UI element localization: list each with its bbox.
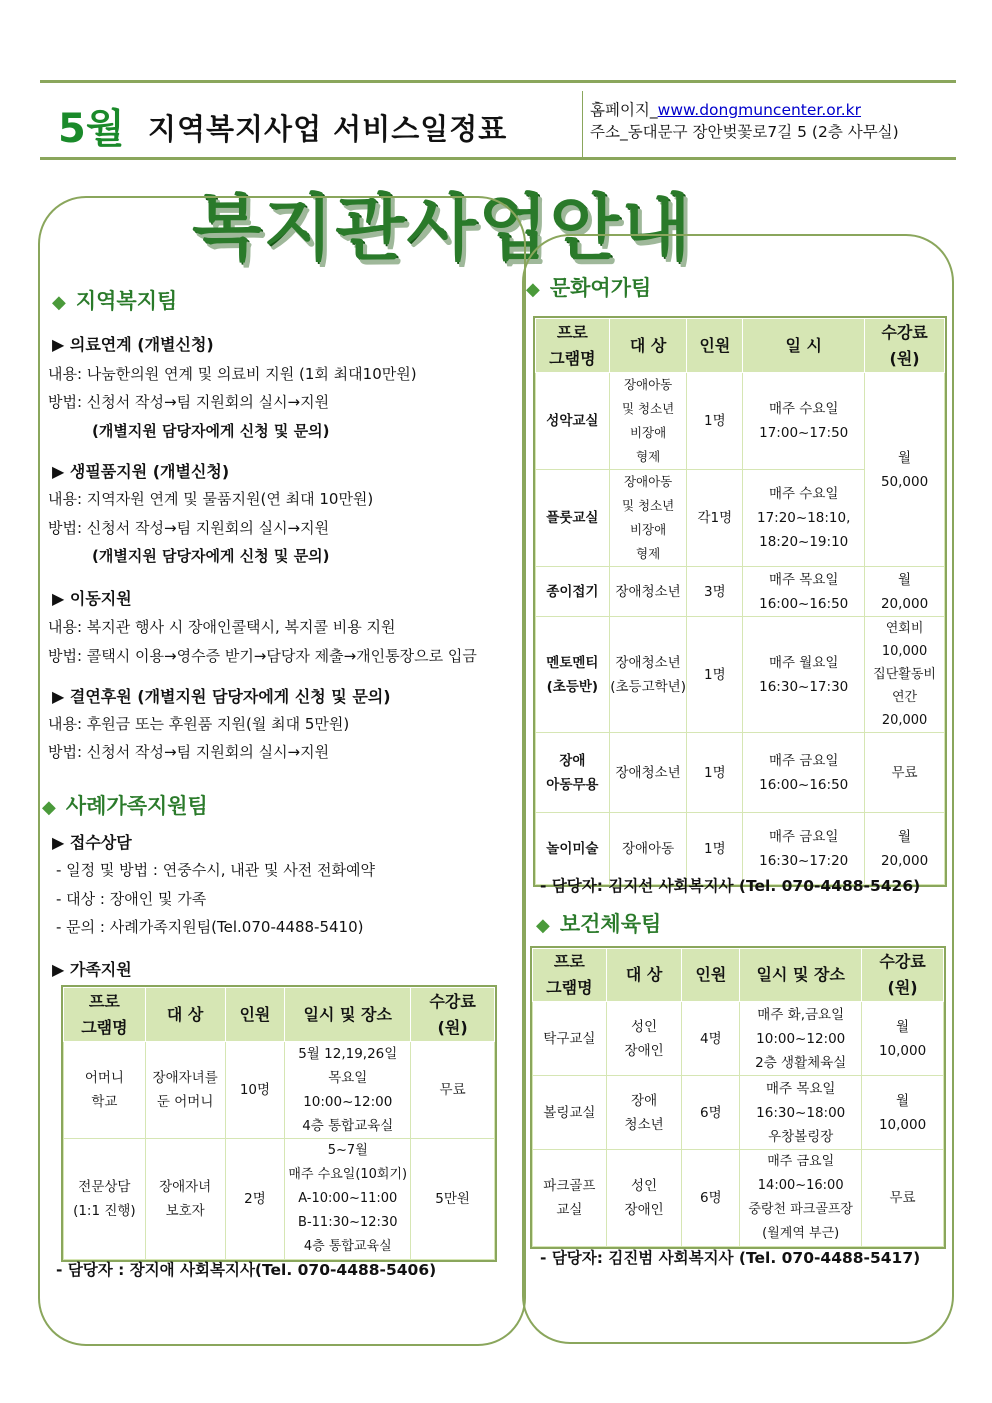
column-header: 프로 그램명 — [536, 319, 610, 373]
homepage-link[interactable]: www.dongmuncenter.or.kr — [657, 101, 862, 119]
column-header: 인원 — [682, 949, 740, 1002]
item-line: 내용: 복지관 행사 시 장애인콜택시, 복지콜 비용 지원 — [48, 618, 396, 636]
item-line: 내용: 나눔한의원 연계 및 의료비 지원 (1회 최대10만원) — [48, 365, 417, 383]
table-cell: 3명 — [687, 567, 743, 617]
table-cell: 장애자녀를 둔 어머니 — [145, 1042, 225, 1139]
table-cell: 매주 화,금요일 10:00~12:00 2층 생활체육실 — [740, 1002, 862, 1076]
header-info — [590, 99, 899, 143]
table-cell: 매주 금요일 16:00~16:50 — [743, 733, 865, 813]
culture-table — [535, 318, 945, 885]
item-head: ▶ 의료연계 (개별신청) — [52, 335, 214, 354]
diamond-icon: ◆ — [52, 292, 66, 313]
table-cell: 매주 목요일 16:00~16:50 — [743, 567, 865, 617]
table-cell: 매주 월요일 16:30~17:30 — [743, 617, 865, 733]
culture-team-contact: - 담당자: 김지선 사회복지사 (Tel. 070-4488-5426) — [540, 877, 921, 895]
table-cell: 월 20,000 — [865, 567, 945, 617]
table-cell: 어머니 학교 — [64, 1042, 146, 1139]
table-cell: 장애아동 및 청소년 비장애 형제 — [609, 470, 687, 567]
column-header: 인원 — [225, 988, 285, 1042]
banner-title: 복지관사업안내 — [192, 186, 693, 270]
table-cell: 무료 — [411, 1042, 495, 1139]
item-line: 방법: 신청서 작성→팀 지원회의 실시→지원 — [48, 519, 330, 537]
item-line: 방법: 신청서 작성→팀 지원회의 실시→지원 — [48, 743, 330, 761]
item-head: ▶ 결연후원 (개별지원 담당자에게 신청 및 문의) — [52, 687, 391, 706]
table-cell: 1명 — [687, 813, 743, 885]
column-header: 수강료 (원) — [862, 949, 944, 1002]
table-cell: 월 50,000 — [865, 373, 945, 567]
table-cell: 6명 — [682, 1076, 740, 1150]
health-table — [532, 948, 944, 1247]
table-cell: 탁구교실 — [533, 1002, 607, 1076]
section-title-culture: ◆ 문화여가팀 — [526, 276, 652, 300]
table-cell: 5~7월 매주 수요일(10회기) A-10:00~11:00 B-11:30~12:30 4층 통합교육실 — [285, 1139, 411, 1260]
column-header: 인원 — [687, 319, 743, 373]
table-cell: 전문상담 (1:1 진행) — [64, 1139, 146, 1260]
column-header: 수강료 (원) — [865, 319, 945, 373]
table-cell: 장애청소년 — [609, 733, 687, 813]
table-cell: 월 10,000 — [862, 1076, 944, 1150]
item-line: (개별지원 담당자에게 신청 및 문의) — [92, 422, 330, 440]
table-row — [64, 1042, 495, 1139]
table-header-row — [536, 319, 945, 373]
header-divider — [582, 91, 583, 157]
table-row — [533, 1150, 944, 1247]
table-cell: 장애청소년 (초등고학년) — [609, 617, 687, 733]
column-header: 대 상 — [145, 988, 225, 1042]
table-cell: 장애 청소년 — [606, 1076, 682, 1150]
diamond-icon: ◆ — [42, 797, 56, 818]
table-cell: 매주 금요일 16:30~17:20 — [743, 813, 865, 885]
column-header: 일시 및 장소 — [285, 988, 411, 1042]
table-cell: 매주 금요일 14:00~16:00 중랑천 파크골프장 (월계역 부근) — [740, 1150, 862, 1247]
table-row — [533, 1076, 944, 1150]
section-title-family: ◆ 사례가족지원팀 — [42, 794, 208, 818]
table-cell: 무료 — [862, 1150, 944, 1247]
intake-head: ▶ 접수상담 — [52, 833, 132, 852]
table-cell: 장애아동 및 청소년 비장애 형제 — [609, 373, 687, 470]
column-header: 프로 그램명 — [533, 949, 607, 1002]
table-cell: 플룻교실 — [536, 470, 610, 567]
item-head: ▶ 이동지원 — [52, 589, 132, 608]
month-label: 5월 — [58, 106, 125, 152]
table-cell: 매주 목요일 16:30~18:00 우창볼링장 — [740, 1076, 862, 1150]
family-table — [63, 987, 495, 1260]
table-cell: 5월 12,19,26일 목요일 10:00~12:00 4층 통합교육실 — [285, 1042, 411, 1139]
health-team-contact: - 담당자: 김진범 사회복지사 (Tel. 070-4488-5417) — [540, 1249, 921, 1267]
table-cell: 성인 장애인 — [606, 1002, 682, 1076]
family-support-head: ▶ 가족지원 — [52, 960, 132, 979]
table-cell: 성악교실 — [536, 373, 610, 470]
table-cell: 4명 — [682, 1002, 740, 1076]
section-title-health: ◆ 보건체육팀 — [536, 912, 662, 936]
table-cell: 1명 — [687, 733, 743, 813]
table-row — [64, 1139, 495, 1260]
intake-line: - 문의 : 사례가족지원팀(Tel.070-4488-5410) — [56, 918, 364, 936]
table-cell: 1명 — [687, 617, 743, 733]
table-cell: 5만원 — [411, 1139, 495, 1260]
item-head: ▶ 생필품지원 (개별신청) — [52, 462, 230, 481]
table-cell: 장애아동 — [609, 813, 687, 885]
column-header: 대 상 — [609, 319, 687, 373]
table-cell: 장애자녀 보호자 — [145, 1139, 225, 1260]
table-cell: 무료 — [865, 733, 945, 813]
table-cell: 6명 — [682, 1150, 740, 1247]
table-header-row — [533, 949, 944, 1002]
table-cell: 1명 — [687, 373, 743, 470]
table-cell: 2명 — [225, 1139, 285, 1260]
table-row — [536, 617, 945, 733]
item-line: 방법: 콜택시 이용→영수증 받기→담당자 제출→개인통장으로 입금 — [48, 647, 477, 665]
table-cell: 성인 장애인 — [606, 1150, 682, 1247]
table-cell: 종이접기 — [536, 567, 610, 617]
table-row — [536, 733, 945, 813]
section-title-welfare: ◆ 지역복지팀 — [52, 289, 178, 313]
intake-line: - 일정 및 방법 : 연중수시, 내관 및 사전 전화예약 — [56, 861, 375, 879]
table-cell: 파크골프 교실 — [533, 1150, 607, 1247]
homepage-label: 홈페이지_ — [590, 101, 658, 119]
page-header — [40, 80, 956, 160]
table-cell: 연회비 10,000 집단활동비 연간 20,000 — [865, 617, 945, 733]
item-line: (개별지원 담당자에게 신청 및 문의) — [92, 547, 330, 565]
column-header: 수강료 (원) — [411, 988, 495, 1042]
table-row — [533, 1002, 944, 1076]
table-header-row — [64, 988, 495, 1042]
column-header: 일 시 — [743, 319, 865, 373]
table-cell: 볼링교실 — [533, 1076, 607, 1150]
table-cell: 장애 아동무용 — [536, 733, 610, 813]
diamond-icon: ◆ — [536, 915, 550, 936]
table-cell: 멘토멘티 (초등반) — [536, 617, 610, 733]
column-header: 대 상 — [606, 949, 682, 1002]
table-row — [536, 567, 945, 617]
page-title: 지역복지사업 서비스일정표 — [148, 112, 508, 146]
table-cell: 각1명 — [687, 470, 743, 567]
item-line: 내용: 지역자원 연계 및 물품지원(연 최대 10만원) — [48, 490, 374, 508]
address-text: 주소_동대문구 장안벚꽃로7길 5 (2층 사무실) — [590, 123, 899, 141]
table-cell: 놀이미술 — [536, 813, 610, 885]
table-cell: 월 20,000 — [865, 813, 945, 885]
table-row — [536, 373, 945, 470]
table-cell: 매주 수요일 17:00~17:50 — [743, 373, 865, 470]
column-header: 일시 및 장소 — [740, 949, 862, 1002]
family-team-contact: - 담당자 : 장지애 사회복지사(Tel. 070-4488-5406) — [56, 1261, 437, 1279]
table-cell: 매주 수요일 17:20~18:10, 18:20~19:10 — [743, 470, 865, 567]
intake-line: - 대상 : 장애인 및 가족 — [56, 890, 207, 908]
table-cell: 10명 — [225, 1042, 285, 1139]
item-line: 내용: 후원금 또는 후원품 지원(월 최대 5만원) — [48, 715, 350, 733]
table-cell: 월 10,000 — [862, 1002, 944, 1076]
table-cell: 장애청소년 — [609, 567, 687, 617]
diamond-icon: ◆ — [526, 279, 540, 300]
column-header: 프로 그램명 — [64, 988, 146, 1042]
item-line: 방법: 신청서 작성→팀 지원회의 실시→지원 — [48, 393, 330, 411]
